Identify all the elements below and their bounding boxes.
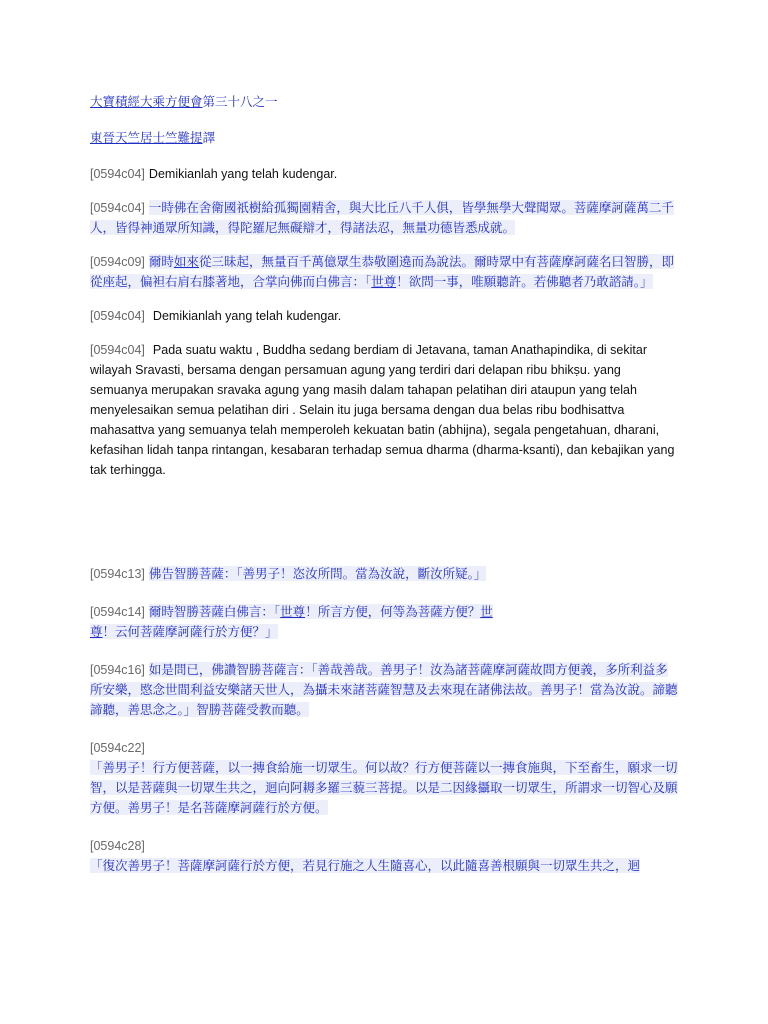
- paragraph-text: 「善男子！行方便菩薩，以一摶食給施一切眾生。何以故？行方便菩薩以一摶食施與，下至畜生，願求一切智，以是菩薩與一切眾生共之，迴向阿耨多羅三藐三菩提。以是二因緣攝取一切眾生，所謂求一切智心及願方便。善男子！是名菩薩摩訶薩行於方便。: [90, 760, 678, 815]
- paragraph-text-before: 爾時智勝菩薩白佛言：「: [148, 604, 281, 619]
- translator-link-name[interactable]: 竺難提: [165, 130, 203, 145]
- paragraph-text: 「復次善男子！菩薩摩訶薩行於方便，若見行施之人生隨喜心，以此隨喜善根願與一切眾生共之，迴: [90, 858, 641, 873]
- paragraph-id: [0594c04]: [90, 201, 145, 215]
- paragraph-zh-3: [90, 564, 680, 584]
- sutra-title-link[interactable]: 大寶積經大乘方便會: [90, 94, 203, 109]
- paragraph-id: [0594c04]: [90, 343, 145, 357]
- paragraph-zh-2: [90, 252, 680, 292]
- paragraph-text: 如是問已，佛讚智勝菩薩言：「善哉善哉。善男子！汝為諸菩薩摩訶薩故問方便義，多所利益多所安樂，愍念世間利益安樂諸天世人，為攝未來諸菩薩智慧及去來現在諸佛法故。善男子！當為汝說。諦聽諦聽，善思念之。」智勝菩薩受教而聽。: [90, 662, 678, 717]
- paragraph-text-mid: 從三昧起，無量百千萬億眾生恭敬圍遶而為說法。爾時眾中有菩薩摩訶薩名曰智勝，即從座起，偏袒右肩右膝著地，合掌向佛而白佛言：「: [90, 254, 674, 289]
- translator-line: [90, 128, 680, 148]
- paragraph-text: Demikianlah yang telah kudengar.: [152, 309, 342, 323]
- paragraph-id: [0594c28]: [90, 839, 145, 853]
- paragraph-id: [0594c04]: [90, 167, 145, 181]
- paragraph-text-mid: ！所言方便，何等為菩薩方便？: [305, 604, 481, 619]
- world-honored-link[interactable]: 世尊: [90, 604, 493, 639]
- sutra-title-rest: 第三十八之一: [202, 94, 278, 109]
- paragraph-id: [0594c22]: [90, 741, 145, 755]
- paragraph-text-before: 爾時: [148, 254, 174, 269]
- paragraph-text-after: ！云何菩薩摩訶薩行於方便？」: [102, 624, 278, 639]
- paragraph-text: 一時佛在舍衛國祇樹給孤獨園精舍，與大比丘八千人俱，皆學無學大聲聞眾。菩薩摩訶薩萬二千人，皆得神通眾所知識，得陀羅尼無礙辯才，得諸法忍，無量功德皆悉成就。: [90, 200, 674, 235]
- translator-link-region[interactable]: 天竺: [115, 130, 141, 145]
- world-honored-link[interactable]: 世尊: [371, 274, 397, 289]
- world-honored-link[interactable]: 世尊: [280, 604, 306, 619]
- translator-link-dynasty[interactable]: 東晉: [90, 130, 116, 145]
- paragraph-indo-1: [90, 164, 680, 184]
- document-page: [90, 92, 680, 890]
- paragraph-id: [0594c13]: [90, 567, 145, 581]
- paragraph-id: [0594c14]: [90, 605, 145, 619]
- paragraph-text: 佛告智勝菩薩：「善男子！恣汝所問。當為汝說，斷汝所疑。」: [148, 566, 487, 581]
- paragraph-text: Pada suatu waktu , Buddha sedang berdiam di Jetavana, taman Anathapindika, di sekitar wilayah Sravasti, bersama dengan persamuan agung yang terdiri dari delapan ribu bhikṣu. yang semuanya merupakan sravaka agung yang masih dalam tahapan pelatihan diri ataupun yang telah menyelesaikan semua pelatihan diri . Selain itu juga bersama dengan dua belas ribu bodhisattva mahasattva yang semuanya telah memperoleh kekuatan batin (abhijna), segala pengetahuan, dharani, kefasihan lidah tanpa rintangan, kesabaran terhadap semua dharma (dharma-ksanti), dan kebajikan yang tak terhingga.: [90, 343, 675, 477]
- translator-link-title[interactable]: 居士: [140, 130, 166, 145]
- paragraph-id: [0594c04]: [90, 309, 145, 323]
- paragraph-id: [0594c16]: [90, 663, 145, 677]
- blank-spacer: [90, 494, 680, 564]
- paragraph-id: [0594c09]: [90, 255, 145, 269]
- paragraph-indo-3: [90, 340, 680, 480]
- paragraph-text-after: ！欲問一事，唯願聽許。若佛聽者乃敢諮請。」: [396, 274, 653, 289]
- translator-suffix: 譯: [202, 130, 216, 145]
- sutra-title: [90, 92, 680, 112]
- paragraph-indo-2: [90, 306, 680, 326]
- tathagata-link[interactable]: 如來: [173, 254, 199, 269]
- paragraph-zh-7: [90, 836, 680, 876]
- paragraph-zh-1: [90, 198, 680, 238]
- paragraph-zh-4: [90, 602, 680, 642]
- paragraph-zh-6: [90, 738, 680, 818]
- paragraph-zh-5: [90, 660, 680, 720]
- paragraph-text: Demikianlah yang telah kudengar.: [148, 167, 338, 181]
